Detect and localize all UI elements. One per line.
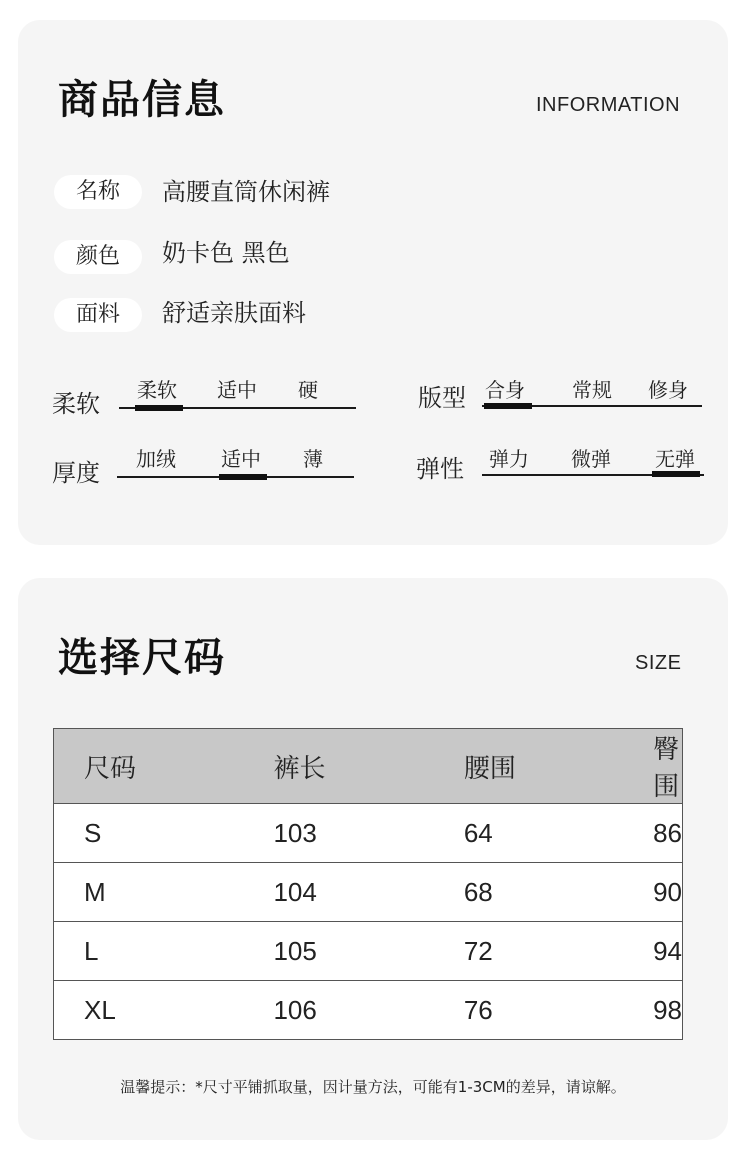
cell-hip: 98 (623, 981, 682, 1040)
cell-length: 106 (243, 981, 433, 1040)
elasticity-option-slight: 微弹 (571, 447, 611, 471)
fabric-label: 面料 (54, 298, 142, 332)
measurement-note: 温馨提示：*尺寸平铺抓取量，因计量方法，可能有1-3CM的差异，请谅解。 (120, 1078, 626, 1096)
table-row (54, 863, 683, 922)
info-title: 商品信息 (58, 77, 226, 123)
elasticity-option-none: 无弹 (655, 447, 695, 471)
cell-waist: 68 (434, 863, 623, 922)
product-info-card (18, 20, 728, 545)
table-row (54, 981, 683, 1040)
fabric-value: 舒适亲肤面料 (162, 299, 306, 327)
size-table-header (54, 729, 683, 804)
cell-waist: 64 (434, 804, 623, 863)
fit-option-slim: 修身 (648, 378, 688, 402)
cell-length: 103 (243, 804, 433, 863)
header-waist: 腰围 (434, 729, 623, 804)
softness-label: 柔软 (52, 390, 100, 418)
softness-option-soft: 柔软 (137, 378, 177, 402)
color-label: 颜色 (54, 240, 142, 274)
softness-option-medium: 适中 (217, 378, 257, 402)
header-hip: 臀围 (623, 729, 682, 804)
elasticity-selected-marker (652, 471, 700, 477)
table-row (54, 922, 683, 981)
cell-hip: 94 (623, 922, 682, 981)
cell-waist: 72 (434, 922, 623, 981)
header-size: 尺码 (54, 729, 244, 804)
thickness-option-medium: 适中 (221, 447, 261, 471)
table-row (54, 804, 683, 863)
thickness-option-fleece: 加绒 (136, 447, 176, 471)
fit-selected-marker (484, 403, 532, 409)
cell-size: XL (54, 981, 244, 1040)
softness-option-hard: 硬 (298, 378, 318, 402)
name-value: 高腰直筒休闲裤 (162, 178, 330, 206)
header-length: 裤长 (243, 729, 433, 804)
elasticity-option-stretch: 弹力 (489, 447, 529, 471)
cell-size: L (54, 922, 244, 981)
cell-size: M (54, 863, 244, 922)
fit-option-standard: 常规 (572, 378, 612, 402)
size-chart-card (18, 578, 728, 1140)
thickness-label: 厚度 (52, 459, 100, 487)
cell-length: 104 (243, 863, 433, 922)
size-table (53, 728, 683, 1040)
cell-waist: 76 (434, 981, 623, 1040)
cell-hip: 86 (623, 804, 682, 863)
softness-selected-marker (135, 405, 183, 411)
cell-size: S (54, 804, 244, 863)
size-title-en: SIZE (635, 652, 682, 674)
color-value: 奶卡色 黑色 (162, 239, 290, 267)
size-title: 选择尺码 (58, 635, 226, 681)
info-title-en: INFORMATION (536, 94, 681, 116)
name-label: 名称 (54, 175, 142, 209)
thickness-selected-marker (219, 474, 267, 480)
elasticity-label: 弹性 (416, 455, 464, 483)
cell-hip: 90 (623, 863, 682, 922)
thickness-option-thin: 薄 (303, 447, 323, 471)
fit-option-regular-fit: 合身 (485, 378, 525, 402)
cell-length: 105 (243, 922, 433, 981)
fit-label: 版型 (418, 384, 466, 412)
